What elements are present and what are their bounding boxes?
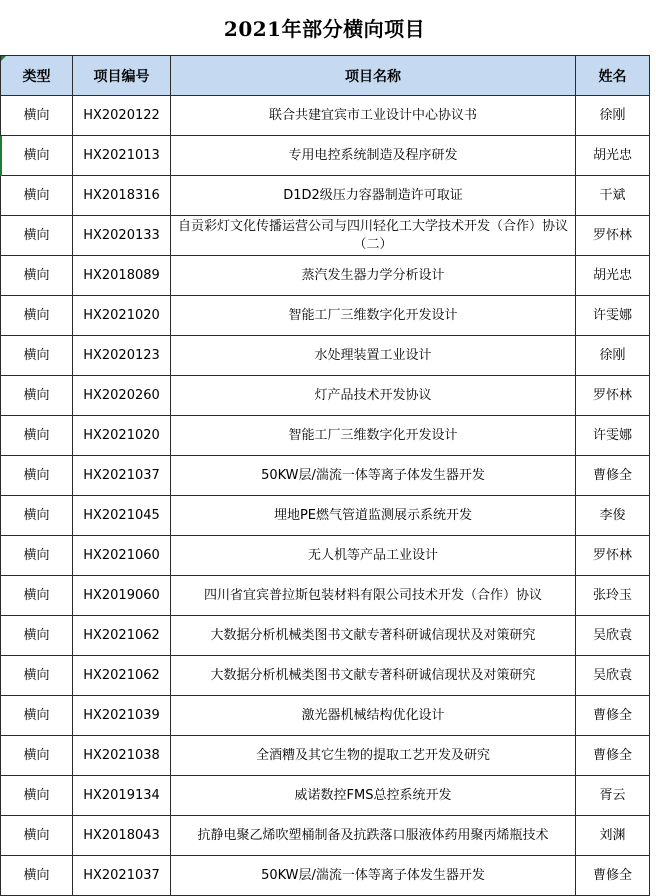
cell-person[interactable]: 胡光忠 xyxy=(576,136,650,176)
header-person[interactable]: 姓名 xyxy=(576,56,650,96)
cell-type[interactable]: 横向 xyxy=(1,256,73,296)
header-code[interactable]: 项目编号 xyxy=(73,56,171,96)
cell-name[interactable]: 四川省宜宾普拉斯包装材料有限公司技术开发（合作）协议 xyxy=(171,576,576,616)
cell-name[interactable]: 50KW层/湍流一体等离子体发生器开发 xyxy=(171,456,576,496)
table-row xyxy=(1,176,650,216)
cell-code[interactable]: HX2018089 xyxy=(73,256,171,296)
cell-name[interactable]: 无人机等产品工业设计 xyxy=(171,536,576,576)
table-row xyxy=(1,336,650,376)
cell-code[interactable]: HX2019134 xyxy=(73,776,171,816)
cell-code[interactable]: HX2021020 xyxy=(73,296,171,336)
cell-type[interactable]: 横向 xyxy=(1,776,73,816)
sheet-title: 2021年部分横向项目 xyxy=(223,17,426,41)
cell-type[interactable]: 横向 xyxy=(1,216,73,256)
table-row xyxy=(1,696,650,736)
table-row xyxy=(1,616,650,656)
row-selection-marker xyxy=(0,136,2,176)
cell-code[interactable]: HX2021062 xyxy=(73,656,171,696)
cell-type[interactable]: 横向 xyxy=(1,696,73,736)
cell-type[interactable]: 横向 xyxy=(1,336,73,376)
cell-type[interactable]: 横向 xyxy=(1,96,73,136)
cell-code[interactable]: HX2021037 xyxy=(73,856,171,896)
cell-name[interactable]: 蒸汽发生器力学分析设计 xyxy=(171,256,576,296)
table-row xyxy=(1,456,650,496)
cell-person[interactable]: 曹修全 xyxy=(576,736,650,776)
cell-person[interactable]: 罗怀林 xyxy=(576,376,650,416)
table-row xyxy=(1,656,650,696)
cell-person[interactable]: 胥云 xyxy=(576,776,650,816)
cell-code[interactable]: HX2020122 xyxy=(73,96,171,136)
header-name[interactable]: 项目名称 xyxy=(171,56,576,96)
cell-name[interactable]: 50KW层/湍流一体等离子体发生器开发 xyxy=(171,856,576,896)
cell-code[interactable]: HX2020123 xyxy=(73,336,171,376)
table-row xyxy=(1,296,650,336)
cell-code[interactable]: HX2021039 xyxy=(73,696,171,736)
table-row xyxy=(1,256,650,296)
table-row xyxy=(1,776,650,816)
cell-type[interactable]: 横向 xyxy=(1,456,73,496)
table-row xyxy=(1,136,650,176)
cell-person[interactable]: 刘渊 xyxy=(576,816,650,856)
cell-person[interactable]: 许雯娜 xyxy=(576,296,650,336)
table-row xyxy=(1,96,650,136)
table-row xyxy=(1,736,650,776)
cell-person[interactable]: 曹修全 xyxy=(576,696,650,736)
table-row xyxy=(1,816,650,856)
header-type[interactable]: 类型 xyxy=(1,56,73,96)
header-row xyxy=(1,56,650,96)
cell-code[interactable]: HX2021045 xyxy=(73,496,171,536)
cell-name[interactable]: 大数据分析机械类图书文献专著科研诚信现状及对策研究 xyxy=(171,616,576,656)
cell-type[interactable]: 横向 xyxy=(1,656,73,696)
cell-code[interactable]: HX2021062 xyxy=(73,616,171,656)
cell-name[interactable]: 智能工厂三维数字化开发设计 xyxy=(171,296,576,336)
table-body xyxy=(1,96,650,896)
cell-code[interactable]: HX2021060 xyxy=(73,536,171,576)
cell-name[interactable]: 专用电控系统制造及程序研发 xyxy=(171,136,576,176)
cell-name[interactable]: 自贡彩灯文化传播运营公司与四川轻化工大学技术开发（合作）协议（二） xyxy=(171,216,576,256)
cell-code[interactable]: HX2020260 xyxy=(73,376,171,416)
cell-code[interactable]: HX2021013 xyxy=(73,136,171,176)
cell-person[interactable]: 干斌 xyxy=(576,176,650,216)
cell-name[interactable]: 智能工厂三维数字化开发设计 xyxy=(171,416,576,456)
cell-type[interactable]: 横向 xyxy=(1,736,73,776)
cell-name[interactable]: 联合共建宜宾市工业设计中心协议书 xyxy=(171,96,576,136)
cell-type[interactable]: 横向 xyxy=(1,576,73,616)
cell-name[interactable]: 埋地PE燃气管道监测展示系统开发 xyxy=(171,496,576,536)
cell-person[interactable]: 吴欣袁 xyxy=(576,616,650,656)
cell-person[interactable]: 曹修全 xyxy=(576,456,650,496)
cell-code[interactable]: HX2019060 xyxy=(73,576,171,616)
cell-person[interactable]: 许雯娜 xyxy=(576,416,650,456)
cell-person[interactable]: 曹修全 xyxy=(576,856,650,896)
table-row xyxy=(1,216,650,256)
cell-person[interactable]: 张玲玉 xyxy=(576,576,650,616)
cell-code[interactable]: HX2021020 xyxy=(73,416,171,456)
cell-name[interactable]: 灯产品技术开发协议 xyxy=(171,376,576,416)
cell-name[interactable]: 激光器机械结构优化设计 xyxy=(171,696,576,736)
cell-type[interactable]: 横向 xyxy=(1,296,73,336)
cell-name[interactable]: 威诺数控FMS总控系统开发 xyxy=(171,776,576,816)
cell-code[interactable]: HX2021038 xyxy=(73,736,171,776)
cell-name[interactable]: 大数据分析机械类图书文献专著科研诚信现状及对策研究 xyxy=(171,656,576,696)
cell-type[interactable]: 横向 xyxy=(1,136,73,176)
projects-table xyxy=(0,55,650,896)
cell-person[interactable]: 吴欣袁 xyxy=(576,656,650,696)
cell-person[interactable]: 徐刚 xyxy=(576,96,650,136)
cell-type[interactable]: 横向 xyxy=(1,416,73,456)
cell-type[interactable]: 横向 xyxy=(1,616,73,656)
cell-code[interactable]: HX2021037 xyxy=(73,456,171,496)
cell-type[interactable]: 横向 xyxy=(1,536,73,576)
table-row xyxy=(1,576,650,616)
table-row xyxy=(1,496,650,536)
cell-name[interactable]: D1D2级压力容器制造许可取证 xyxy=(171,176,576,216)
cell-selection-corner xyxy=(1,56,6,61)
cell-name[interactable]: 水处理装置工业设计 xyxy=(171,336,576,376)
table-row xyxy=(1,536,650,576)
cell-type[interactable]: 横向 xyxy=(1,816,73,856)
cell-type[interactable]: 横向 xyxy=(1,856,73,896)
cell-code[interactable]: HX2018043 xyxy=(73,816,171,856)
cell-person[interactable]: 罗怀林 xyxy=(576,216,650,256)
cell-person[interactable]: 胡光忠 xyxy=(576,256,650,296)
table-row xyxy=(1,376,650,416)
cell-name[interactable]: 抗静电聚乙烯吹塑桶制备及抗跌落口服液体药用聚丙烯瓶技术 xyxy=(171,816,576,856)
cell-person[interactable]: 罗怀林 xyxy=(576,536,650,576)
cell-type[interactable]: 横向 xyxy=(1,176,73,216)
cell-code[interactable]: HX2018316 xyxy=(73,176,171,216)
cell-person[interactable]: 李俊 xyxy=(576,496,650,536)
cell-type[interactable]: 横向 xyxy=(1,496,73,536)
cell-person[interactable]: 徐刚 xyxy=(576,336,650,376)
cell-code[interactable]: HX2020133 xyxy=(73,216,171,256)
cell-type[interactable]: 横向 xyxy=(1,376,73,416)
cell-name[interactable]: 全酒糟及其它生物的提取工艺开发及研究 xyxy=(171,736,576,776)
table-row xyxy=(1,416,650,456)
